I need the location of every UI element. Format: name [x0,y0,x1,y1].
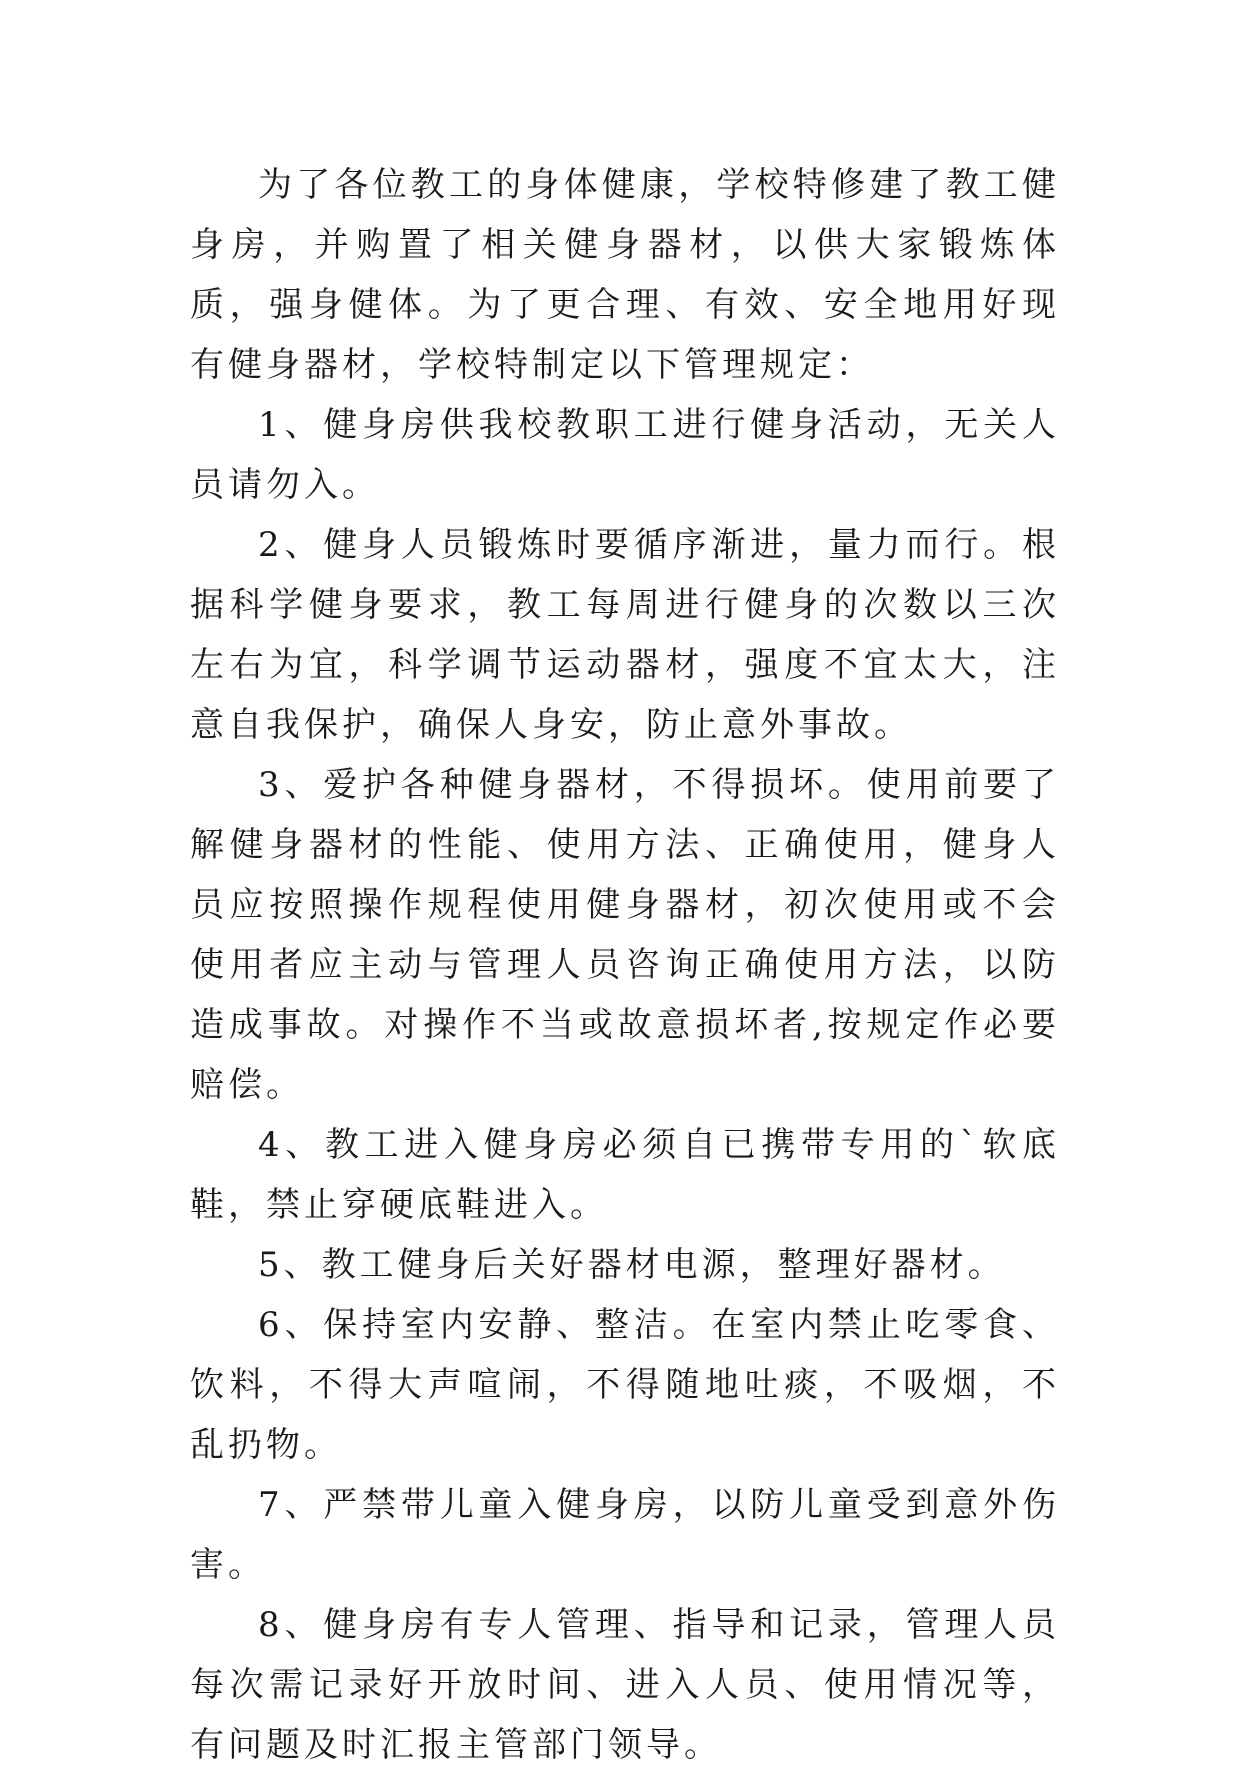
rule-3-paragraph: 3、爱护各种健身器材，不得损坏。使用前要了解健身器材的性能、使用方法、正确使用，健身人员应按照操作规程使用健身器材，初次使用或不会使用者应主动与管理人员咨询正确使用方法，以防造成事故。对操作不当或故意损坏者,按规定作必要赔偿。 [190,765,1060,1105]
rule-7-paragraph: 7、严禁带儿童入健身房，以防儿童受到意外伤害。 [190,1485,1060,1585]
rule-2-paragraph: 2、健身人员锻炼时要循序渐进，量力而行。根据科学健身要求，教工每周进行健身的次数以三次左右为宜，科学调节运动器材，强度不宜太大，注意自我保护，确保人身安，防止意外事故。 [190,525,1060,745]
rule-8-paragraph: 8、健身房有专人管理、指导和记录，管理人员每次需记录好开放时间、进入人员、使用情况等，有问题及时汇报主管部门领导。 [190,1605,1060,1765]
intro-paragraph: 为了各位教工的身体健康，学校特修建了教工健身房，并购置了相关健身器材，以供大家锻炼体质，强身健体。为了更合理、有效、安全地用好现有健身器材，学校特制定以下管理规定： [190,165,1060,385]
rule-4-paragraph: 4、教工进入健身房必须自已携带专用的`软底鞋，禁止穿硬底鞋进入。 [190,1125,1060,1225]
rule-1-paragraph: 1、健身房供我校教职工进行健身活动，无关人员请勿入。 [190,405,1060,505]
rule-5-paragraph: 5、教工健身后关好器材电源，整理好器材。 [258,1245,1006,1285]
document-body [190,155,1060,1775]
rule-6-paragraph: 6、保持室内安静、整洁。在室内禁止吃零食、饮料，不得大声喧闹，不得随地吐痰，不吸烟，不乱扔物。 [190,1305,1060,1465]
